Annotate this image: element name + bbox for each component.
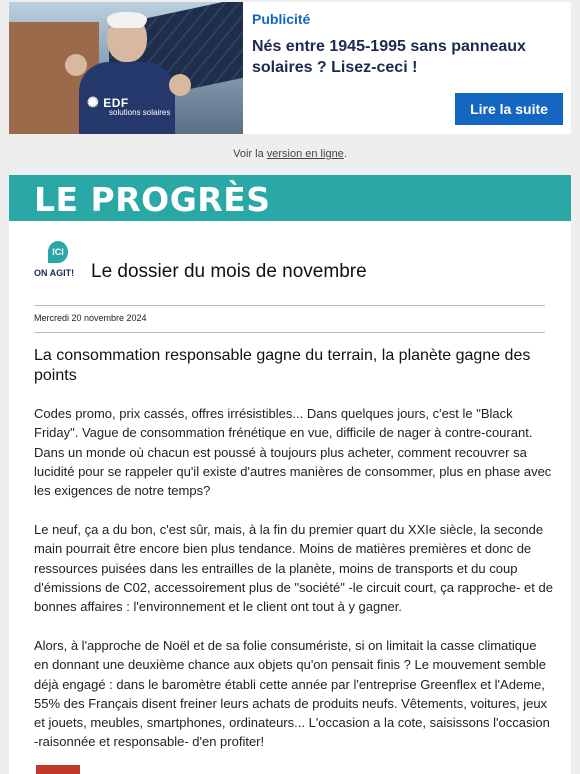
article-paragraph: Le neuf, ça a du bon, c'est sûr, mais, à la fin du premier quart du XXIe siècle, la seconde main pourrait être encore bien plus tendance. Moins de matières premières et donc de ressources puisées dans les entrailles de la planète, moins de transports et du coup d'émissions de C02, accessoirement plus de "société" -le circuit court, ça rapproche- et de bonnes affaires : l'environnement et le client ont tout à y gagner.	[34, 522, 553, 615]
ad-label: Publicité	[252, 11, 311, 27]
edf-logo: ✺ EDF solutions solaires	[87, 94, 171, 117]
ad-photo[interactable]	[9, 2, 243, 134]
divider	[34, 332, 545, 333]
ici-on-agit-logo: ICI ON AGIT!	[34, 241, 84, 281]
divider	[34, 305, 545, 306]
read-more-button[interactable]: Lire la suite	[455, 93, 563, 125]
edf-flower-icon: ✺	[87, 94, 99, 110]
view-online-line: Voir la version en ligne.	[233, 148, 347, 160]
le-progres-logo[interactable]: LE PROGRÈS	[34, 180, 271, 219]
masthead-banner	[9, 175, 571, 221]
speech-bubble-icon: ICI	[48, 241, 68, 263]
article-paragraph: Codes promo, prix cassés, offres irrésistibles... Dans quelques jours, c'est le "Black Friday". Vague de consommation frénétique en vue, difficile de nager à contre-courant. Dans un monde où chacun est poussé à toujours plus acheter, comment recouvrer sa lucidité pour se rappeler qu'il existe d'autres manières de consommer, plus en phase avec les exigences de notre temps?	[34, 406, 552, 499]
ad-headline[interactable]: Nés entre 1945-1995 sans panneaux solaires ? Lisez-ceci !	[252, 38, 526, 76]
section-title: Le dossier du mois de novembre	[91, 261, 367, 282]
advertisement[interactable]	[9, 2, 571, 134]
article-date: Mercredi 20 novembre 2024	[34, 313, 147, 323]
article-paragraph: Alors, à l'approche de Noël et de sa folie consumériste, si on limitait la casse climatique en donnant une deuxième chance aux objets qu'on pensait finis ? Le mouvement semble déjà engagé : dans le baromètre établi cette année par l'entreprise Greenflex et l'Ademe, 55% des Français disent freiner leurs achats de produits neufs. Vêtements, voitures, jeux et jouets, meubles, smartphones, ordinateurs... L'occasion a la cote, saisissons l'occasion -raisonnée et responsable- d'en profiter!	[34, 638, 550, 750]
newsletter-content	[9, 221, 571, 774]
article-thumbnail[interactable]	[36, 765, 80, 774]
article-headline[interactable]: La consommation responsable gagne du terrain, la planète gagne des points	[34, 347, 531, 384]
online-version-link[interactable]: version en ligne	[266, 148, 344, 160]
